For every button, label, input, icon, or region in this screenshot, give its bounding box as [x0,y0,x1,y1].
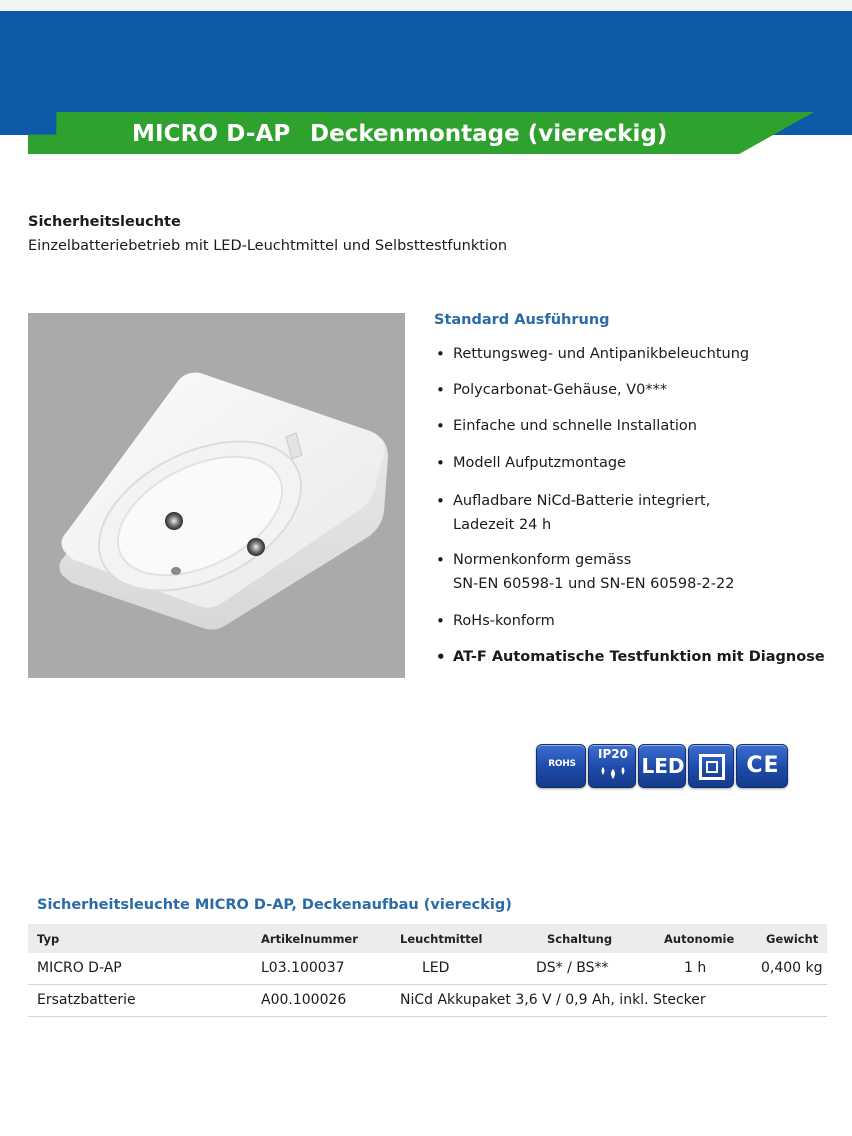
header-artikelnummer: Artikelnummer [261,932,358,946]
header-schaltung: Schaltung [547,932,613,946]
header-leuchtmittel: Leuchtmittel [400,932,483,946]
feature-item: • Modell Aufputzmontage [436,451,836,475]
feature-item: • RoHs-konform [436,609,836,633]
cell-autonomie: 1 h [684,960,707,976]
product-photo [28,313,405,678]
cell-description: NiCd Akkupaket 3,6 V / 0,9 Ah, inkl. Stecker [400,992,706,1008]
protection-class-icon [688,744,734,788]
ce-icon: CE [736,744,788,788]
feature-item: • Normenkonform gemäss SN-EN 60598-1 und SN-EN 60598-2-22 [436,548,836,596]
cell-artikel: A00.100026 [261,992,347,1008]
led-icon: LED [638,744,686,788]
table-row [28,985,827,1017]
header-autonomie: Autonomie [664,932,735,946]
top-strip [0,0,852,11]
mounting-title: Deckenmontage (viereckig) [310,121,668,147]
header-typ: Typ [37,932,60,946]
feature-item: • Polycarbonat-Gehäuse, V0*** [436,378,836,402]
intro-title: Sicherheitsleuchte [28,214,181,230]
cell-leuchtmittel: LED [422,960,450,976]
standard-title: Standard Ausführung [434,312,610,328]
cell-typ: Ersatzbatterie [37,992,136,1008]
intro-description: Einzelbatteriebetrieb mit LED-Leuchtmittel und Selbsttestfunktion [28,238,508,254]
cell-artikel: L03.100037 [261,960,345,976]
cell-typ: MICRO D-AP [37,960,122,976]
product-title: MICRO D-AP [132,121,291,147]
rohs-icon: ROHS [536,744,586,788]
header-gewicht: Gewicht [766,932,819,946]
feature-item: • Aufladbare NiCd-Batterie integriert, Ladezeit 24 h [436,489,836,537]
cell-gewicht: 0,400 kg [761,960,823,976]
cell-schaltung: DS* / BS** [536,960,609,976]
table-row [28,953,827,985]
feature-item: • Rettungsweg- und Antipanikbeleuchtung [436,342,836,366]
table-title: Sicherheitsleuchte MICRO D-AP, Deckenaufbau (viereckig) [37,897,512,913]
table-header [28,924,827,953]
ip20-icon: IP20 [588,744,636,788]
feature-item: • Einfache und schnelle Installation [436,414,836,438]
feature-item-highlight: • AT-F Automatische Testfunktion mit Diagnose [436,645,836,669]
